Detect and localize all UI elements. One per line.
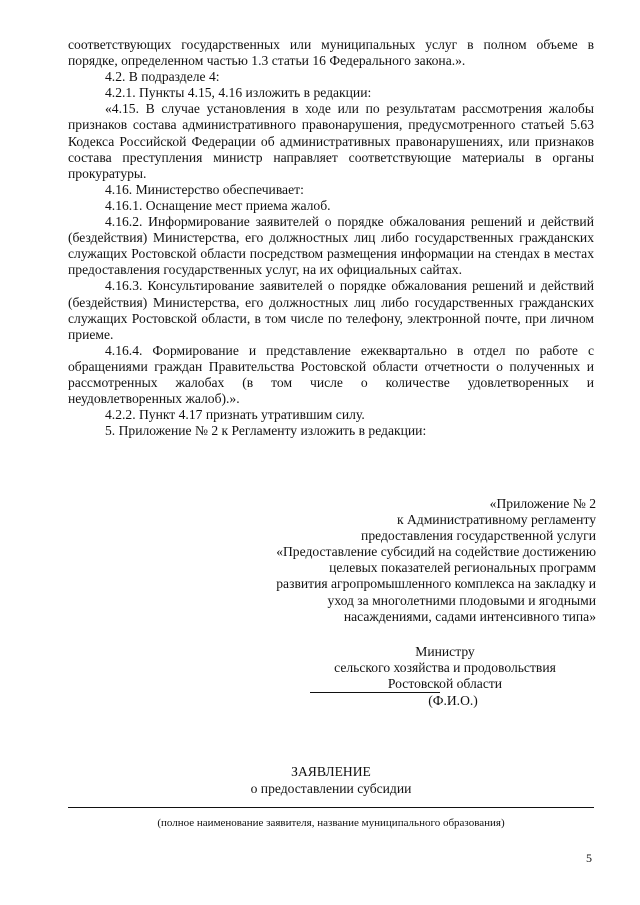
statement-title: ЗАЯВЛЕНИЕ (291, 764, 371, 779)
page-number: 5 (586, 851, 592, 865)
appendix-line: целевых показателей региональных программ (329, 560, 596, 576)
addressee-block (300, 644, 590, 709)
paragraph: 4.2.1. Пункты 4.15, 4.16 изложить в редакции: (105, 85, 372, 101)
paragraph: 4.16. Министерство обеспечивает: (105, 181, 304, 197)
appendix-line: к Административному регламенту (396, 512, 596, 528)
paragraph: 4.16.2. Информирование заявителей о порядке обжалования решений и действий (бездействия) Министерства, его должностных лиц либо государственных гражданских служащих Ростовской области посредством размещения информации на стендах в местах предоставления государственных услуг, на их официальных сайтах. (68, 214, 594, 278)
paragraph: 4.2. В подразделе 4: (105, 69, 220, 85)
appendix-heading (200, 496, 596, 625)
paragraph: 4.2.2. Пункт 4.17 признать утратившим силу. (105, 407, 365, 423)
body-text (68, 37, 594, 439)
statement-subtitle: о предоставлении субсидии (250, 781, 412, 796)
paragraph: «4.15. В случае установления в ходе или по результатам рассмотрения жалобы признаков состава административного правонарушения, предусмотренного статьей 5.63 Кодекса Российской Федерации об административных правонарушениях, или признаков состава преступления министр направляет соответствующие материалы в органы прокуратуры. (68, 101, 594, 181)
paragraph: 4.16.4. Формирование и представление ежеквартально в отдел по работе с обращениями граждан Правительства Ростовской области отчетности о полученных и рассмотренных жалобах (в том числе о количестве удовлетворенных и неудовлетворенных жалоб).». (68, 342, 594, 407)
paragraph: 5. Приложение № 2 к Регламенту изложить в редакции: (105, 423, 427, 439)
appendix-line: уход за многолетними плодовыми и ягодными (327, 592, 596, 608)
appendix-line: насаждениями, садами интенсивного типа» (343, 608, 596, 624)
appendix-line: «Предоставление субсидий на содействие достижению (276, 544, 596, 560)
paragraph: 4.16.3. Консультирование заявителей о порядке обжалования решений и действий (бездействия) Министерства, его должностных лиц либо государственных гражданских служащих Ростовской области, в том числе по телефону, электронной почте, при личном приеме. (68, 278, 594, 342)
paragraph: 4.16.1. Оснащение мест приема жалоб. (105, 197, 331, 213)
appendix-line: предоставления государственной услуги (361, 528, 596, 544)
addressee-line: сельского хозяйства и продовольствия (334, 660, 556, 676)
addressee-line: Министру (415, 644, 475, 659)
applicant-name-caption: (полное наименование заявителя, название муниципального образования) (157, 817, 505, 829)
appendix-line: «Приложение № 2 (489, 496, 596, 511)
applicant-name-line (68, 807, 594, 808)
addressee-line: Ростовской области (387, 676, 503, 692)
paragraph: соответствующих государственных или муниципальных услуг в полном объеме в порядке, определенном частью 1.3 статьи 16 Федерального закона.». (68, 37, 594, 69)
fio-label: (Ф.И.О.) (428, 693, 478, 709)
appendix-line: развития агропромышленного комплекса на закладку и (276, 576, 596, 592)
